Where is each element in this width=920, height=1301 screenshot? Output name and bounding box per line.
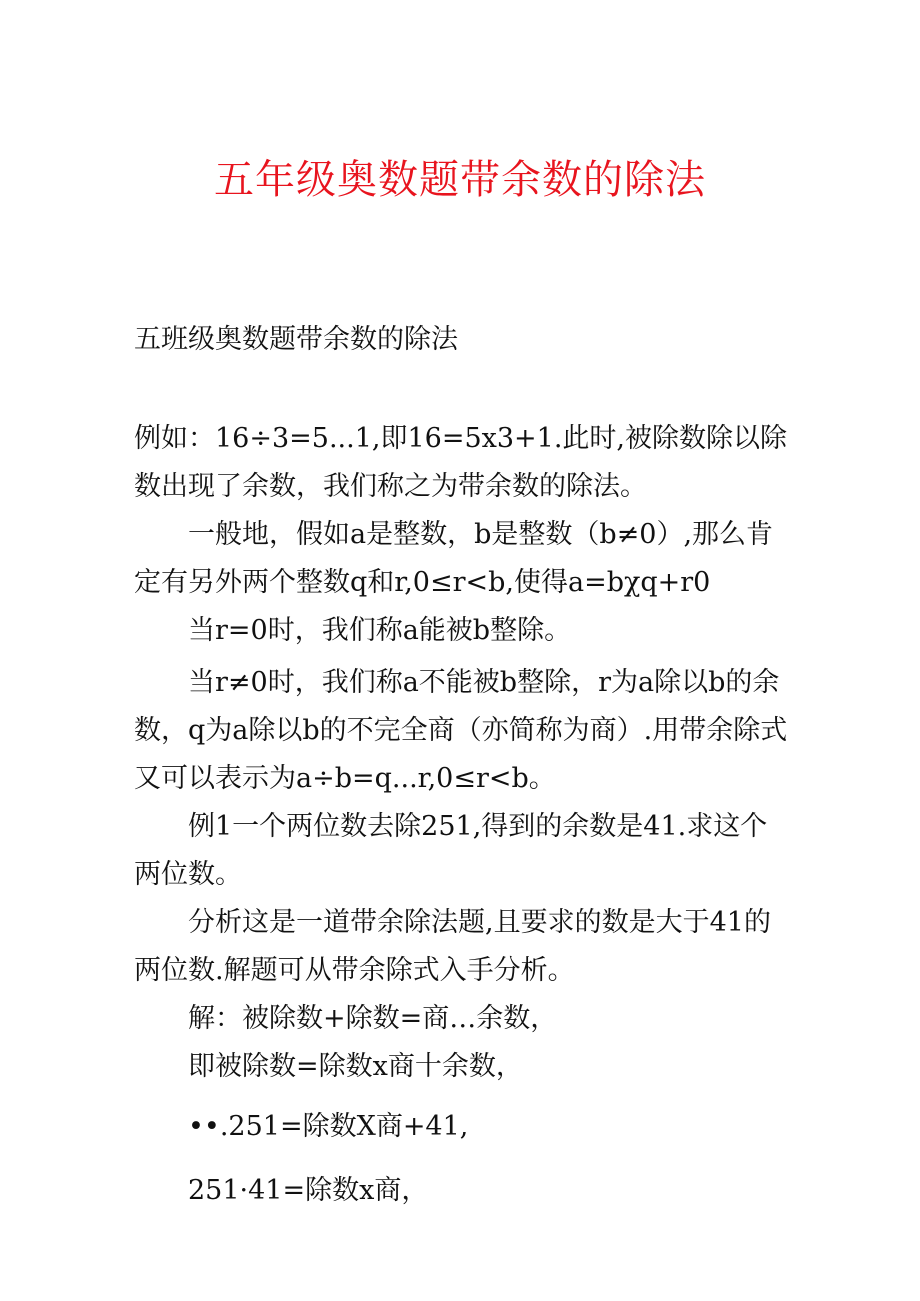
paragraph-not-divisible: 当r≠0时，我们称a不能被b整除，r为a除以b的余数，q为a除以b的不完全商（亦简称为商）.用带余除式又可以表示为a÷b=q...r,0≤r<b。 bbox=[134, 667, 788, 794]
paragraph-example-1: 例1一个两位数去除251,得到的余数是41.求这个两位数。 bbox=[134, 811, 768, 890]
paragraph-solution-step-2: 即被除数=除数x商十余数， bbox=[188, 1051, 523, 1082]
document-body bbox=[134, 415, 794, 1215]
paragraph-example-intro: 例如：16÷3=5...1,即16=5x3+1.此时,被除数除以除数出现了余数，我们称之为带余数的除法。 bbox=[134, 423, 787, 502]
document-subtitle: 五班级奥数题带余数的除法 bbox=[134, 324, 458, 355]
paragraph-divisible: 当r=0时，我们称a能被b整除。 bbox=[188, 615, 572, 646]
document-title: 五年级奥数题带余数的除法 bbox=[214, 157, 706, 203]
paragraph-analysis: 分析这是一道带余除法题,且要求的数是大于41的两位数.解题可从带余除式入手分析。 bbox=[134, 907, 771, 986]
paragraph-solution-step-4: 251·41=除数x商， bbox=[188, 1175, 429, 1206]
paragraph-solution-step-1: 解：被除数+除数=商…余数， bbox=[188, 1003, 558, 1034]
paragraph-general-definition: 一般地，假如a是整数，b是整数（b≠0）,那么肯定有另外两个整数q和r,0≤r<b,使得a=bχq+r0 bbox=[134, 519, 774, 598]
paragraph-solution-step-3: ••.251=除数X商+41, bbox=[188, 1111, 469, 1142]
